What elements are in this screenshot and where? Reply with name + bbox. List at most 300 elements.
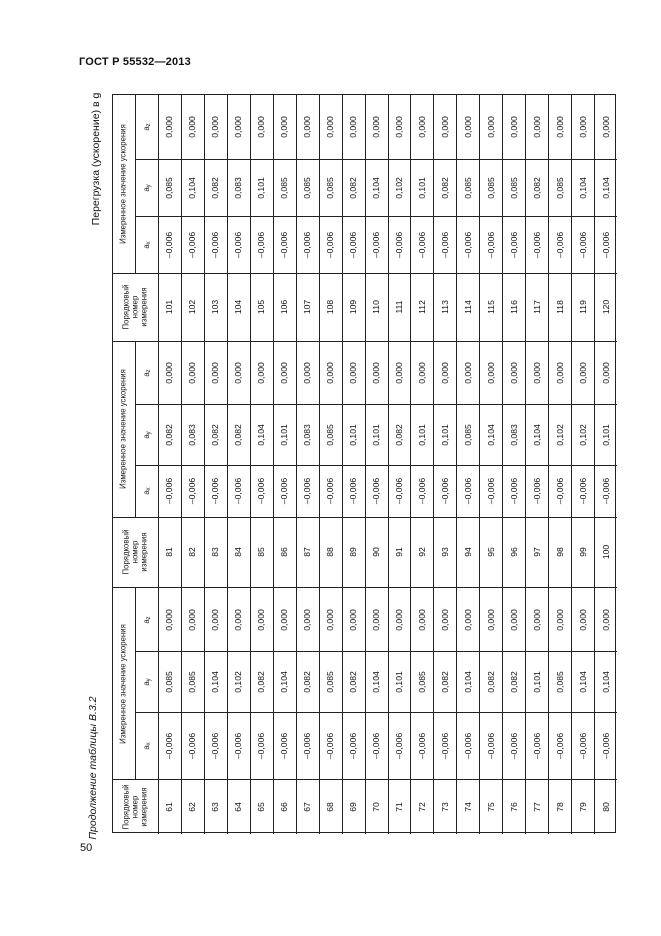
cell-measurement-number: 79: [577, 801, 588, 812]
cell-measurement-number: 70: [371, 801, 382, 812]
col-divider-az-ay: [135, 159, 617, 160]
cell-ay-value: 0,104: [531, 423, 542, 446]
cell-measurement-number: 102: [187, 299, 198, 315]
cell-az-value: 0,000: [416, 116, 427, 138]
cell-ay-value: 0,085: [187, 670, 198, 693]
cell-az-value: 0,000: [393, 608, 404, 631]
measurement-number-header-line: номер: [130, 795, 140, 818]
cell-az-value: 0,000: [325, 116, 336, 138]
block-divider: [113, 587, 617, 588]
cell-ax-value: –0,006: [210, 732, 221, 759]
cell-ax-value: –0,006: [577, 231, 588, 258]
cell-ay-value: 0,085: [416, 670, 427, 693]
cell-ay-value: 0,104: [279, 670, 290, 693]
measurement-number-header: [122, 530, 149, 575]
cell-ay-value: 0,104: [210, 670, 221, 693]
cell-measurement-number: 111: [393, 300, 404, 314]
cell-ay-value: 0,104: [577, 670, 588, 693]
cell-ax-value: –0,006: [531, 477, 542, 505]
cell-az-value: 0,000: [164, 608, 175, 631]
cell-az-value: 0,000: [577, 608, 588, 631]
cell-measurement-number: 107: [302, 299, 313, 315]
cell-az-value: 0,000: [371, 116, 382, 138]
cell-measurement-number: 67: [302, 801, 313, 812]
cell-ay-value: 0,082: [439, 670, 450, 693]
cell-ax-value: –0,006: [554, 732, 565, 759]
col-divider-az-ay: [135, 651, 617, 652]
cell-measurement-number: 98: [554, 547, 565, 557]
cell-ax-value: –0,006: [554, 231, 565, 258]
axis-symbol: a: [141, 371, 151, 377]
cell-ax-value: –0,006: [462, 231, 473, 258]
axis-header-az: [142, 369, 152, 376]
cell-ay-value: 0,082: [233, 423, 244, 446]
cell-ax-value: –0,006: [393, 231, 404, 258]
cell-az-value: 0,000: [279, 608, 290, 631]
cell-measurement-number: 115: [485, 300, 496, 314]
cell-ay-value: 0,085: [164, 176, 175, 199]
cell-measurement-number: 75: [485, 801, 496, 812]
cell-ax-value: –0,006: [508, 732, 519, 759]
cell-az-value: 0,000: [531, 361, 542, 384]
cell-ax-value: –0,006: [416, 231, 427, 258]
cell-ay-value: 0,101: [600, 423, 611, 446]
cell-ay-value: 0,085: [164, 670, 175, 693]
axis-header-ax: [142, 742, 152, 749]
cell-measurement-number: 97: [531, 547, 542, 557]
measurement-number-header-line: измерения: [138, 287, 148, 327]
measurement-number-header-line: измерения: [138, 786, 148, 827]
cell-ax-value: –0,006: [187, 732, 198, 759]
cell-az-value: 0,000: [210, 361, 221, 384]
col-divider-ax-num: [113, 273, 617, 274]
cell-ay-value: 0,104: [256, 423, 267, 446]
cell-ax-value: –0,006: [371, 477, 382, 505]
cell-az-value: 0,000: [462, 608, 473, 631]
axis-subscript: x: [145, 741, 152, 745]
cell-az-value: 0,000: [600, 361, 611, 384]
measurement-number-header-line: Порядковый: [121, 784, 131, 829]
cell-az-value: 0,000: [554, 361, 565, 384]
axis-symbol: a: [141, 186, 151, 192]
measurement-table: [112, 94, 616, 833]
cell-az-value: 0,000: [187, 361, 198, 384]
accel-group-header: Измеренное значение ускорения: [118, 369, 128, 489]
cell-ax-value: –0,006: [325, 231, 336, 258]
cell-ay-value: 0,104: [485, 423, 496, 446]
cell-ax-value: –0,006: [439, 231, 450, 258]
cell-ay-value: 0,101: [416, 176, 427, 199]
cell-measurement-number: 61: [164, 801, 175, 812]
cell-ay-value: 0,101: [393, 670, 404, 693]
cell-ay-value: 0,082: [256, 670, 267, 693]
cell-ay-value: 0,104: [600, 176, 611, 199]
cell-az-value: 0,000: [439, 361, 450, 384]
cell-az-value: 0,000: [393, 116, 404, 138]
measurement-number-header: [122, 784, 149, 829]
col-divider-ay-ax: [135, 712, 617, 713]
cell-ay-value: 0,101: [279, 423, 290, 446]
cell-az-value: 0,000: [485, 361, 496, 384]
cell-ay-value: 0,082: [531, 176, 542, 199]
cell-ax-value: –0,006: [325, 477, 336, 505]
cell-ay-value: 0,104: [600, 670, 611, 693]
cell-measurement-number: 105: [256, 299, 267, 315]
cell-ay-value: 0,085: [325, 423, 336, 446]
cell-ay-value: 0,083: [508, 423, 519, 446]
cell-ay-value: 0,082: [348, 670, 359, 693]
cell-ay-value: 0,082: [210, 176, 221, 199]
accel-group-header: Измеренное значение ускорения: [118, 124, 128, 244]
axis-header-ax: [142, 487, 152, 494]
cell-measurement-number: 95: [485, 547, 496, 557]
cell-ay-value: 0,082: [302, 670, 313, 693]
cell-ax-value: –0,006: [371, 732, 382, 759]
cell-ax-value: –0,006: [164, 732, 175, 759]
cell-ax-value: –0,006: [462, 477, 473, 505]
cell-ay-value: 0,102: [577, 423, 588, 446]
cell-az-value: 0,000: [233, 361, 244, 384]
cell-ax-value: –0,006: [256, 231, 267, 258]
cell-ax-value: –0,006: [393, 732, 404, 759]
cell-ay-value: 0,101: [416, 423, 427, 446]
cell-measurement-number: 112: [416, 300, 427, 314]
cell-ax-value: –0,006: [485, 732, 496, 759]
cell-ay-value: 0,104: [187, 176, 198, 199]
cell-ay-value: 0,085: [554, 176, 565, 199]
cell-ay-value: 0,102: [554, 423, 565, 446]
cell-ax-value: –0,006: [233, 231, 244, 258]
cell-ax-value: –0,006: [485, 477, 496, 505]
cell-measurement-number: 84: [233, 547, 244, 557]
cell-ax-value: –0,006: [348, 732, 359, 759]
cell-ay-value: 0,082: [439, 176, 450, 199]
cell-measurement-number: 108: [325, 299, 336, 315]
cell-az-value: 0,000: [416, 608, 427, 631]
cell-ax-value: –0,006: [508, 477, 519, 505]
cell-measurement-number: 80: [600, 801, 611, 812]
cell-az-value: 0,000: [348, 116, 359, 138]
cell-az-value: 0,000: [210, 608, 221, 631]
col-divider-ay-ax: [135, 465, 617, 466]
cell-ay-value: 0,101: [439, 423, 450, 446]
cell-measurement-number: 77: [531, 801, 542, 812]
cell-measurement-number: 100: [600, 544, 611, 560]
cell-measurement-number: 85: [256, 547, 267, 557]
cell-ay-value: 0,104: [371, 176, 382, 199]
cell-measurement-number: 86: [279, 547, 290, 557]
cell-az-value: 0,000: [256, 361, 267, 384]
measurement-number-header-line: номер: [130, 295, 140, 319]
cell-ax-value: –0,006: [187, 231, 198, 258]
cell-ax-value: –0,006: [164, 477, 175, 505]
cell-ay-value: 0,082: [508, 670, 519, 693]
cell-ax-value: –0,006: [187, 477, 198, 505]
cell-ax-value: –0,006: [485, 231, 496, 258]
axis-header-ay: [142, 184, 152, 191]
cell-measurement-number: 104: [233, 299, 244, 315]
cell-az-value: 0,000: [531, 116, 542, 138]
cell-ay-value: 0,085: [462, 423, 473, 446]
measurement-number-header-line: Порядковый: [121, 284, 131, 330]
axis-symbol: a: [141, 680, 151, 686]
cell-ax-value: –0,006: [577, 732, 588, 759]
axis-subscript: y: [145, 183, 152, 187]
cell-ay-value: 0,085: [462, 176, 473, 199]
standard-designation: ГОСТ Р 55532—2013: [79, 56, 191, 68]
cell-ax-value: –0,006: [256, 477, 267, 505]
axis-symbol: a: [141, 744, 151, 750]
cell-ax-value: –0,006: [348, 231, 359, 258]
cell-ay-value: 0,101: [531, 670, 542, 693]
cell-az-value: 0,000: [554, 116, 565, 138]
cell-ax-value: –0,006: [600, 231, 611, 258]
cell-ay-value: 0,101: [256, 176, 267, 199]
cell-measurement-number: 106: [279, 299, 290, 315]
cell-az-value: 0,000: [439, 116, 450, 138]
cell-ay-value: 0,083: [233, 176, 244, 199]
cell-ax-value: –0,006: [531, 231, 542, 258]
cell-az-value: 0,000: [508, 361, 519, 384]
cell-ay-value: 0,102: [393, 176, 404, 199]
cell-az-value: 0,000: [508, 116, 519, 138]
cell-ax-value: –0,006: [508, 231, 519, 258]
cell-az-value: 0,000: [371, 361, 382, 384]
cell-measurement-number: 114: [462, 300, 473, 314]
cell-measurement-number: 68: [325, 801, 336, 812]
cell-ay-value: 0,083: [302, 423, 313, 446]
cell-az-value: 0,000: [485, 608, 496, 631]
axis-header-ay: [142, 431, 152, 438]
cell-measurement-number: 83: [210, 547, 221, 557]
cell-az-value: 0,000: [256, 608, 267, 631]
axis-subscript: y: [145, 430, 152, 434]
cell-measurement-number: 101: [164, 299, 175, 315]
measurement-number-header-line: измерения: [138, 532, 148, 572]
cell-az-value: 0,000: [439, 608, 450, 631]
cell-ay-value: 0,082: [393, 423, 404, 446]
cell-ay-value: 0,104: [371, 670, 382, 693]
cell-ay-value: 0,101: [348, 423, 359, 446]
cell-measurement-number: 71: [393, 801, 404, 812]
cell-az-value: 0,000: [325, 608, 336, 631]
group-subheader-divider: [135, 341, 136, 517]
cell-measurement-number: 72: [416, 801, 427, 812]
cell-measurement-number: 78: [554, 801, 565, 812]
cell-measurement-number: 76: [508, 801, 519, 812]
cell-ay-value: 0,085: [302, 176, 313, 199]
cell-ax-value: –0,006: [256, 732, 267, 759]
cell-measurement-number: 92: [416, 547, 427, 557]
cell-measurement-number: 87: [302, 547, 313, 557]
cell-az-value: 0,000: [210, 116, 221, 138]
cell-measurement-number: 62: [187, 801, 198, 812]
cell-ax-value: –0,006: [279, 231, 290, 258]
cell-ay-value: 0,104: [577, 176, 588, 199]
cell-ax-value: –0,006: [371, 231, 382, 258]
page-number: 50: [80, 842, 93, 854]
cell-ax-value: –0,006: [416, 732, 427, 759]
axis-subscript: z: [145, 123, 152, 127]
accel-group-header: Измеренное значение ускорения: [118, 623, 128, 744]
cell-ay-value: 0,085: [279, 176, 290, 199]
measurement-number-header-line: Порядковый: [121, 529, 131, 575]
cell-ay-value: 0,085: [325, 670, 336, 693]
cell-az-value: 0,000: [531, 608, 542, 631]
cell-ax-value: –0,006: [600, 732, 611, 759]
cell-az-value: 0,000: [187, 116, 198, 138]
cell-az-value: 0,000: [416, 361, 427, 384]
cell-ax-value: –0,006: [279, 732, 290, 759]
cell-measurement-number: 110: [371, 300, 382, 314]
cell-ay-value: 0,082: [164, 423, 175, 446]
group-subheader-divider: [135, 588, 136, 779]
cell-measurement-number: 94: [462, 547, 473, 557]
col-divider-ay-ax: [135, 216, 617, 217]
cell-measurement-number: 109: [348, 299, 359, 315]
cell-measurement-number: 113: [439, 300, 450, 314]
cell-measurement-number: 91: [393, 547, 404, 557]
axis-symbol: a: [141, 618, 151, 624]
cell-measurement-number: 64: [233, 801, 244, 812]
cell-ay-value: 0,104: [462, 670, 473, 693]
axis-subscript: y: [145, 677, 152, 681]
cell-ax-value: –0,006: [439, 732, 450, 759]
measurement-number-header-line: номер: [130, 540, 140, 564]
cell-ay-value: 0,085: [554, 670, 565, 693]
cell-az-value: 0,000: [187, 608, 198, 631]
cell-ay-value: 0,082: [485, 670, 496, 693]
cell-ax-value: –0,006: [164, 231, 175, 258]
cell-measurement-number: 119: [577, 300, 588, 314]
cell-az-value: 0,000: [164, 116, 175, 138]
cell-az-value: 0,000: [233, 116, 244, 138]
axis-symbol: a: [141, 433, 151, 439]
cell-ay-value: 0,083: [187, 423, 198, 446]
cell-ax-value: –0,006: [416, 477, 427, 505]
cell-ay-value: 0,085: [325, 176, 336, 199]
cell-measurement-number: 74: [462, 801, 473, 812]
axis-header-ax: [142, 241, 152, 248]
axis-header-az: [142, 616, 152, 623]
cell-measurement-number: 117: [531, 300, 542, 314]
cell-measurement-number: 90: [371, 547, 382, 557]
cell-measurement-number: 89: [348, 547, 359, 557]
axis-subscript: z: [145, 615, 152, 619]
cell-az-value: 0,000: [600, 116, 611, 138]
cell-measurement-number: 99: [577, 547, 588, 557]
cell-measurement-number: 73: [439, 801, 450, 812]
cell-ax-value: –0,006: [531, 732, 542, 759]
cell-az-value: 0,000: [233, 608, 244, 631]
cell-az-value: 0,000: [164, 361, 175, 384]
cell-measurement-number: 120: [600, 299, 611, 315]
axis-subscript: x: [145, 240, 152, 244]
cell-az-value: 0,000: [325, 361, 336, 384]
cell-measurement-number: 82: [187, 547, 198, 557]
cell-ax-value: –0,006: [302, 231, 313, 258]
cell-ay-value: 0,102: [233, 670, 244, 693]
cell-ax-value: –0,006: [233, 732, 244, 759]
cell-az-value: 0,000: [279, 116, 290, 138]
axis-header-ay: [142, 678, 152, 685]
cell-az-value: 0,000: [485, 116, 496, 138]
cell-ax-value: –0,006: [577, 477, 588, 505]
cell-az-value: 0,000: [279, 361, 290, 384]
cell-measurement-number: 118: [554, 300, 565, 314]
cell-ax-value: –0,006: [210, 477, 221, 505]
axis-symbol: a: [141, 243, 151, 249]
cell-ax-value: –0,006: [302, 732, 313, 759]
cell-ay-value: 0,085: [508, 176, 519, 199]
cell-az-value: 0,000: [302, 361, 313, 384]
cell-ax-value: –0,006: [325, 732, 336, 759]
measurement-number-header: [122, 285, 149, 330]
cell-az-value: 0,000: [371, 608, 382, 631]
cell-ay-value: 0,082: [210, 423, 221, 446]
cell-az-value: 0,000: [348, 608, 359, 631]
cell-az-value: 0,000: [256, 116, 267, 138]
cell-az-value: 0,000: [577, 361, 588, 384]
cell-az-value: 0,000: [462, 116, 473, 138]
col-divider-ax-num: [113, 517, 617, 518]
cell-measurement-number: 93: [439, 547, 450, 557]
cell-ax-value: –0,006: [439, 477, 450, 505]
cell-az-value: 0,000: [348, 361, 359, 384]
cell-measurement-number: 66: [279, 801, 290, 812]
axis-subscript: z: [145, 368, 152, 372]
cell-az-value: 0,000: [554, 608, 565, 631]
axis-symbol: a: [141, 490, 151, 495]
cell-measurement-number: 63: [210, 801, 221, 812]
cell-az-value: 0,000: [393, 361, 404, 384]
table-caption: Продолжение таблицы В.3.2: [87, 696, 99, 840]
block-divider: [113, 341, 617, 342]
cell-ax-value: –0,006: [348, 477, 359, 505]
overload-unit-label: Перегрузка (ускорение) в g: [90, 92, 102, 226]
cell-ay-value: 0,082: [348, 176, 359, 199]
cell-az-value: 0,000: [462, 361, 473, 384]
axis-header-az: [142, 123, 152, 130]
cell-ax-value: –0,006: [279, 477, 290, 505]
cell-ay-value: 0,101: [371, 423, 382, 446]
cell-ax-value: –0,006: [393, 477, 404, 505]
col-divider-ax-num: [113, 779, 617, 780]
cell-az-value: 0,000: [302, 116, 313, 138]
axis-subscript: x: [145, 487, 152, 491]
cell-az-value: 0,000: [508, 608, 519, 631]
cell-ax-value: –0,006: [554, 477, 565, 505]
cell-measurement-number: 116: [508, 300, 519, 314]
col-divider-az-ay: [135, 404, 617, 405]
cell-ax-value: –0,006: [302, 477, 313, 505]
cell-ay-value: 0,085: [485, 176, 496, 199]
cell-ax-value: –0,006: [462, 732, 473, 759]
group-subheader-divider: [135, 95, 136, 273]
cell-az-value: 0,000: [577, 116, 588, 138]
cell-measurement-number: 65: [256, 801, 267, 812]
cell-ax-value: –0,006: [600, 477, 611, 505]
cell-ax-value: –0,006: [233, 477, 244, 505]
cell-measurement-number: 69: [348, 801, 359, 812]
cell-measurement-number: 96: [508, 547, 519, 557]
cell-measurement-number: 88: [325, 547, 336, 557]
cell-az-value: 0,000: [302, 608, 313, 631]
axis-symbol: a: [141, 126, 151, 131]
cell-az-value: 0,000: [600, 608, 611, 631]
cell-ax-value: –0,006: [210, 231, 221, 258]
cell-measurement-number: 81: [164, 547, 175, 557]
